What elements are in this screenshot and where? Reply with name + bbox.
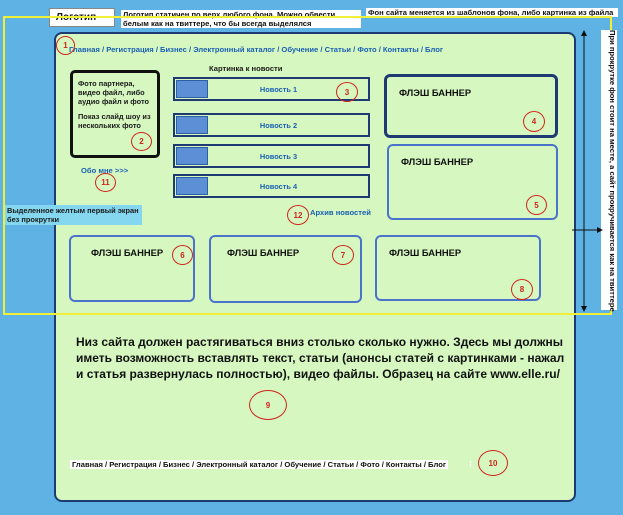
arrow-head-up — [581, 30, 587, 36]
banner-title: ФЛЭШ БАННЕР — [389, 247, 462, 258]
marker-7: 7 — [332, 245, 354, 265]
banner-title: ФЛЭШ БАННЕР — [401, 156, 474, 167]
marker-1: 1 — [56, 36, 75, 55]
marker-8: 8 — [511, 279, 533, 300]
marker-3: 3 — [336, 82, 358, 102]
marker-5: 5 — [526, 195, 547, 215]
banner-title: ФЛЭШ БАННЕР — [227, 247, 300, 258]
marker-11: 11 — [95, 173, 116, 192]
marker-4: 4 — [523, 111, 545, 132]
news-item[interactable] — [173, 174, 370, 198]
news-thumbnail — [176, 80, 208, 98]
marker-12: 12 — [287, 205, 309, 225]
flash-banner[interactable] — [69, 235, 195, 302]
banner-title: ФЛЭШ БАННЕР — [91, 247, 164, 258]
news-thumbnail — [176, 177, 208, 195]
marker-2: 2 — [131, 132, 152, 151]
news-thumbnail — [176, 116, 208, 134]
scroll-marker: ⁞ — [469, 459, 472, 469]
scroll-note: При прокрутке фон стоит на месте, а сайт прокручивается как на твиттере — [601, 30, 617, 310]
top-navigation[interactable]: Главная / Регистрация / Бизнес / Электронный каталог / Обучение / Статьи / Фото / Контакты / Блог — [69, 45, 444, 54]
news-item[interactable] — [173, 144, 370, 168]
background-note: Фон сайта меняется из шаблонов фона, либо картинка из файла — [366, 8, 618, 17]
bottom-content-text: Низ сайта должен растягиваться вниз столько сколько нужно. Здесь мы должны иметь возможность вставлять текст, статьи (анонсы статей с картинками - нажал и статья развернулась полностью), видео файлы. Образец на сайте www.elle.ru/ — [76, 335, 565, 381]
news-picture-label: Картинка к новости — [209, 64, 283, 73]
slideshow-text: Показ слайд шоу из нескольких фото — [78, 112, 151, 130]
news-thumbnail — [176, 147, 208, 165]
logo[interactable]: Логотип — [49, 8, 115, 27]
banner-title: ФЛЭШ БАННЕР — [399, 87, 472, 98]
marker-6: 6 — [172, 245, 193, 265]
marker-9: 9 — [249, 390, 287, 420]
first-screen-note: Выделенное желтым первый экран без прокрутки — [4, 205, 142, 225]
bottom-navigation[interactable]: Главная / Регистрация / Бизнес / Электронный каталог / Обучение / Статьи / Фото / Контакты / Блог — [72, 460, 447, 469]
news-item[interactable] — [173, 113, 370, 137]
logo-note: Логотип статичен по верх любого фона. Можно обвести белым как на твиттере, что бы всегда выделялся — [121, 10, 361, 28]
news-archive-link[interactable]: Архив новостей — [310, 208, 371, 217]
arrow-head-down — [581, 306, 587, 312]
marker-10: 10 — [478, 450, 508, 476]
news-title: Новость 2 — [259, 120, 298, 130]
news-title: Новость 1 — [259, 84, 298, 94]
about-me-link[interactable]: Обо мне >>> — [81, 166, 129, 175]
news-title: Новость 3 — [259, 151, 298, 161]
news-title: Новость 4 — [259, 181, 298, 191]
partner-text: Фото партнера, видео файл, либо аудио файл и фото — [78, 79, 150, 106]
